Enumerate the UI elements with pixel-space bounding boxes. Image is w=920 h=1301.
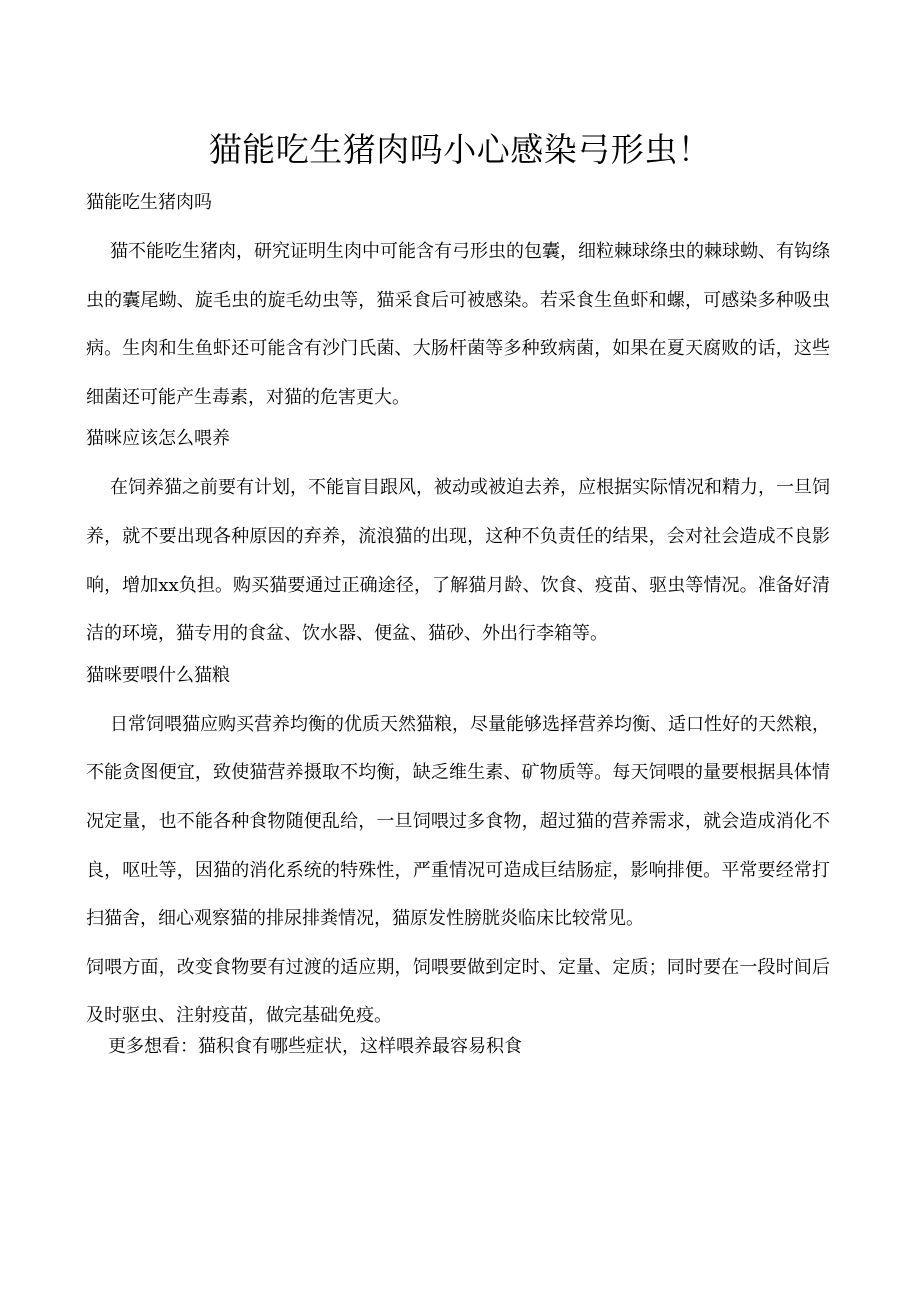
section-paragraph: 日常饲喂猫应购买营养均衡的优质天然猫粮，尽量能够选择营养均衡、适口性好的天然粮，不能贪图便宜，致使猫营养摄取不均衡，缺乏维生素、矿物质等。每天饲喂的量要根据具体情况定量，也不能各种食物随便乱给，一旦饲喂过多食物，超过猫的营养需求，就会造成消化不良，呕吐等，因猫的消化系统的特殊性，严重情况可造成巨结肠症，影响排便。平常要经常打扫猫舍，细心观察猫的排尿排粪情况，猫原发性膀胱炎临床比较常见。 [86,713,830,930]
document-title: 猫能吃生猪肉吗小心感染弓形虫！ [208,130,712,169]
section-heading: 猫能吃生猪肉吗 [86,192,212,213]
section-heading: 猫咪要喂什么猫粮 [86,664,230,686]
section-paragraph: 在饲养猫之前要有计划，不能盲目跟风，被动或被迫去养，应根据实际情况和精力，一旦饲养，就不要出现各种原因的弃养，流浪猫的出现，这种不负责任的结果，会对社会造成不良影响，增加xx负担。购买猫要通过正确途径，了解猫月龄、饮食、疫苗、驱虫等情况。准备好清洁的环境，猫专用的食盆、饮水器、便盆、猫砂、外出行李箱等。 [86,477,830,645]
section-paragraph: 猫不能吃生猪肉，研究证明生肉中可能含有弓形虫的包囊，细粒棘球绦虫的棘球蚴、有钩绦虫的囊尾蚴、旋毛虫的旋毛幼虫等，猫采食后可被感染。若采食生鱼虾和螺，可感染多种吸虫病。生肉和生鱼虾还可能含有沙门氏菌、大肠杆菌等多种致病菌，如果在夏天腐败的话，这些细菌还可能产生毒素，对猫的危害更大。 [86,241,830,408]
more-reading-link[interactable]: 更多想看：猫积食有哪些症状，这样喂养最容易积食 [108,1035,522,1057]
section-heading: 猫咪应该怎么喂养 [86,428,230,450]
closing-paragraph: 饲喂方面，改变食物要有过渡的适应期，饲喂要做到定时、定量、定质；同时要在一段时间后及时驱虫、注射疫苗，做完基础免疫。 [86,956,830,1027]
document-body [86,186,830,1061]
